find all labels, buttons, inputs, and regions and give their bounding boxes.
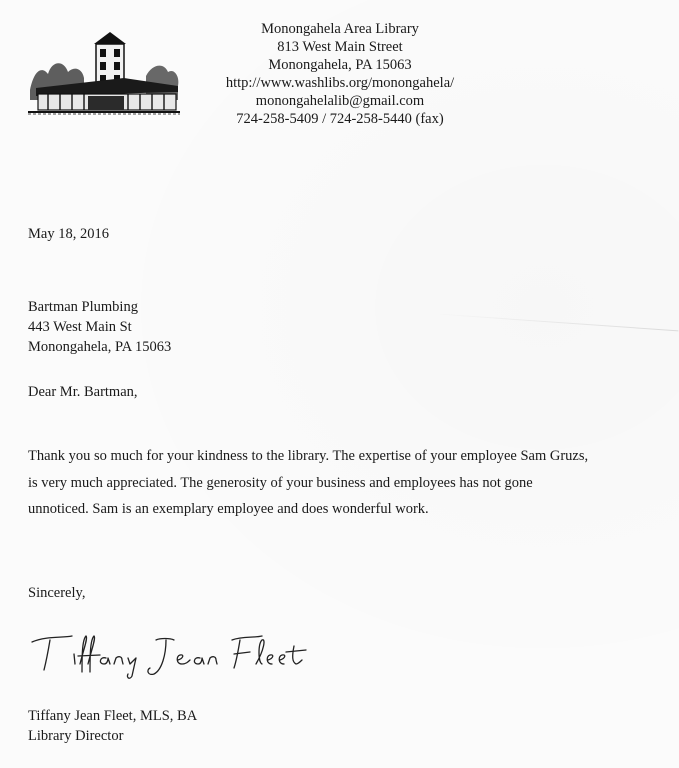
recipient-address [28,297,171,357]
recipient-city-state-zip: Monongahela, PA 15063 [28,339,172,355]
recipient-street: 443 West Main St [28,319,132,335]
letter-body [28,443,588,523]
salutation: Dear Mr. Bartman, [28,384,138,400]
library-name: Monongahela Area Library [261,21,419,37]
closing: Sincerely, [28,585,86,601]
signer-block [28,706,197,746]
library-website: http://www.washlibs.org/monongahela/ [225,75,455,91]
recipient-name: Bartman Plumbing [28,299,138,315]
body-line: is very much appreciated. The generosity of your business and employees has not gone [28,474,533,491]
library-email: monongahelalib@gmail.com [255,93,425,109]
handwritten-signature [28,628,318,680]
letterhead [190,20,490,128]
library-phone-fax: 724-258-5409 / 724-258-5440 (fax) [236,111,444,127]
signer-title: Library Director [28,728,124,744]
library-street: 813 West Main Street [277,39,403,55]
body-line: unnoticed. Sam is an exemplary employee and does wonderful work. [28,501,429,517]
letter-date: May 18, 2016 [28,226,109,242]
library-city-state-zip: Monongahela, PA 15063 [268,57,412,73]
library-building-illustration [28,30,180,116]
signer-name: Tiffany Jean Fleet, MLS, BA [28,708,198,724]
body-line: Thank you so much for your kindness to the library. The expertise of your employee Sam Gruzs, [28,448,589,464]
paper-fold-line [430,313,678,331]
